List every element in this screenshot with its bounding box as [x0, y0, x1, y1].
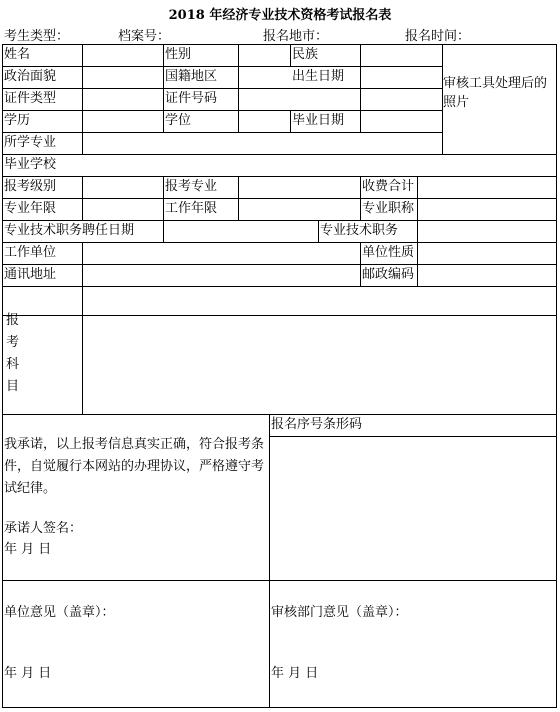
employer-type-label: 单位性质 [362, 245, 415, 260]
political-status-label: 政治面貌 [4, 69, 57, 84]
technical-post-label: 专业技术职务 [320, 223, 399, 238]
unit-opinion-date: 年 月 日 [4, 666, 52, 681]
unit-opinion-label: 单位意见（盖章）： [4, 605, 115, 620]
registration-form-table [2, 44, 557, 708]
exam-subjects-label: 报考科目 [6, 313, 20, 394]
nationality-label: 国籍地区 [165, 69, 218, 84]
form-title: 2018 年经济专业技术资格考试报名表 [168, 8, 392, 23]
barcode-label: 报名序号条形码 [271, 417, 363, 432]
gender-label: 性别 [165, 47, 192, 62]
major-label: 所学专业 [4, 135, 57, 150]
postcode-label: 邮政编码 [362, 267, 415, 282]
id-type-label: 证件类型 [4, 91, 57, 106]
signature-label: 承诺人签名： [4, 521, 83, 536]
exam-level-label: 报考级别 [4, 179, 57, 194]
appointment-date-label: 专业技术职务聘任日期 [4, 223, 135, 238]
exam-major-label: 报考专业 [165, 179, 218, 194]
address-label: 通讯地址 [4, 267, 57, 282]
professional-title-label: 专业职称 [362, 201, 415, 216]
pledge-text: 我承诺，以上报考信息真实正确，符合报考条件，自觉履行本网站的办理协议，严格遵守考试纪律。 [4, 437, 265, 496]
education-label: 学历 [4, 113, 31, 128]
registration-time-label: 报名时间： [405, 29, 471, 44]
employer-label: 工作单位 [4, 245, 57, 260]
major-years-label: 专业年限 [4, 201, 57, 216]
department-opinion-label: 审核部门意见（盖章）： [271, 605, 408, 620]
school-label: 毕业学校 [4, 157, 57, 172]
id-number-label: 证件号码 [165, 91, 218, 106]
name-label: 姓名 [4, 47, 31, 62]
birth-date-label: 出生日期 [292, 69, 345, 84]
ethnicity-label: 民族 [292, 47, 319, 62]
graduation-date-label: 毕业日期 [292, 113, 345, 128]
file-number-label: 档案号： [118, 29, 171, 44]
department-opinion-date: 年 月 日 [271, 666, 319, 681]
photo-placeholder: 审核工具处理后的照片 [443, 76, 548, 110]
candidate-type-label: 考生类型： [4, 29, 70, 44]
fee-total-label: 收费合计 [362, 179, 415, 194]
work-years-label: 工作年限 [165, 201, 218, 216]
registration-city-label: 报名地市： [263, 29, 329, 44]
degree-label: 学位 [165, 113, 192, 128]
signature-date: 年 月 日 [4, 542, 52, 557]
